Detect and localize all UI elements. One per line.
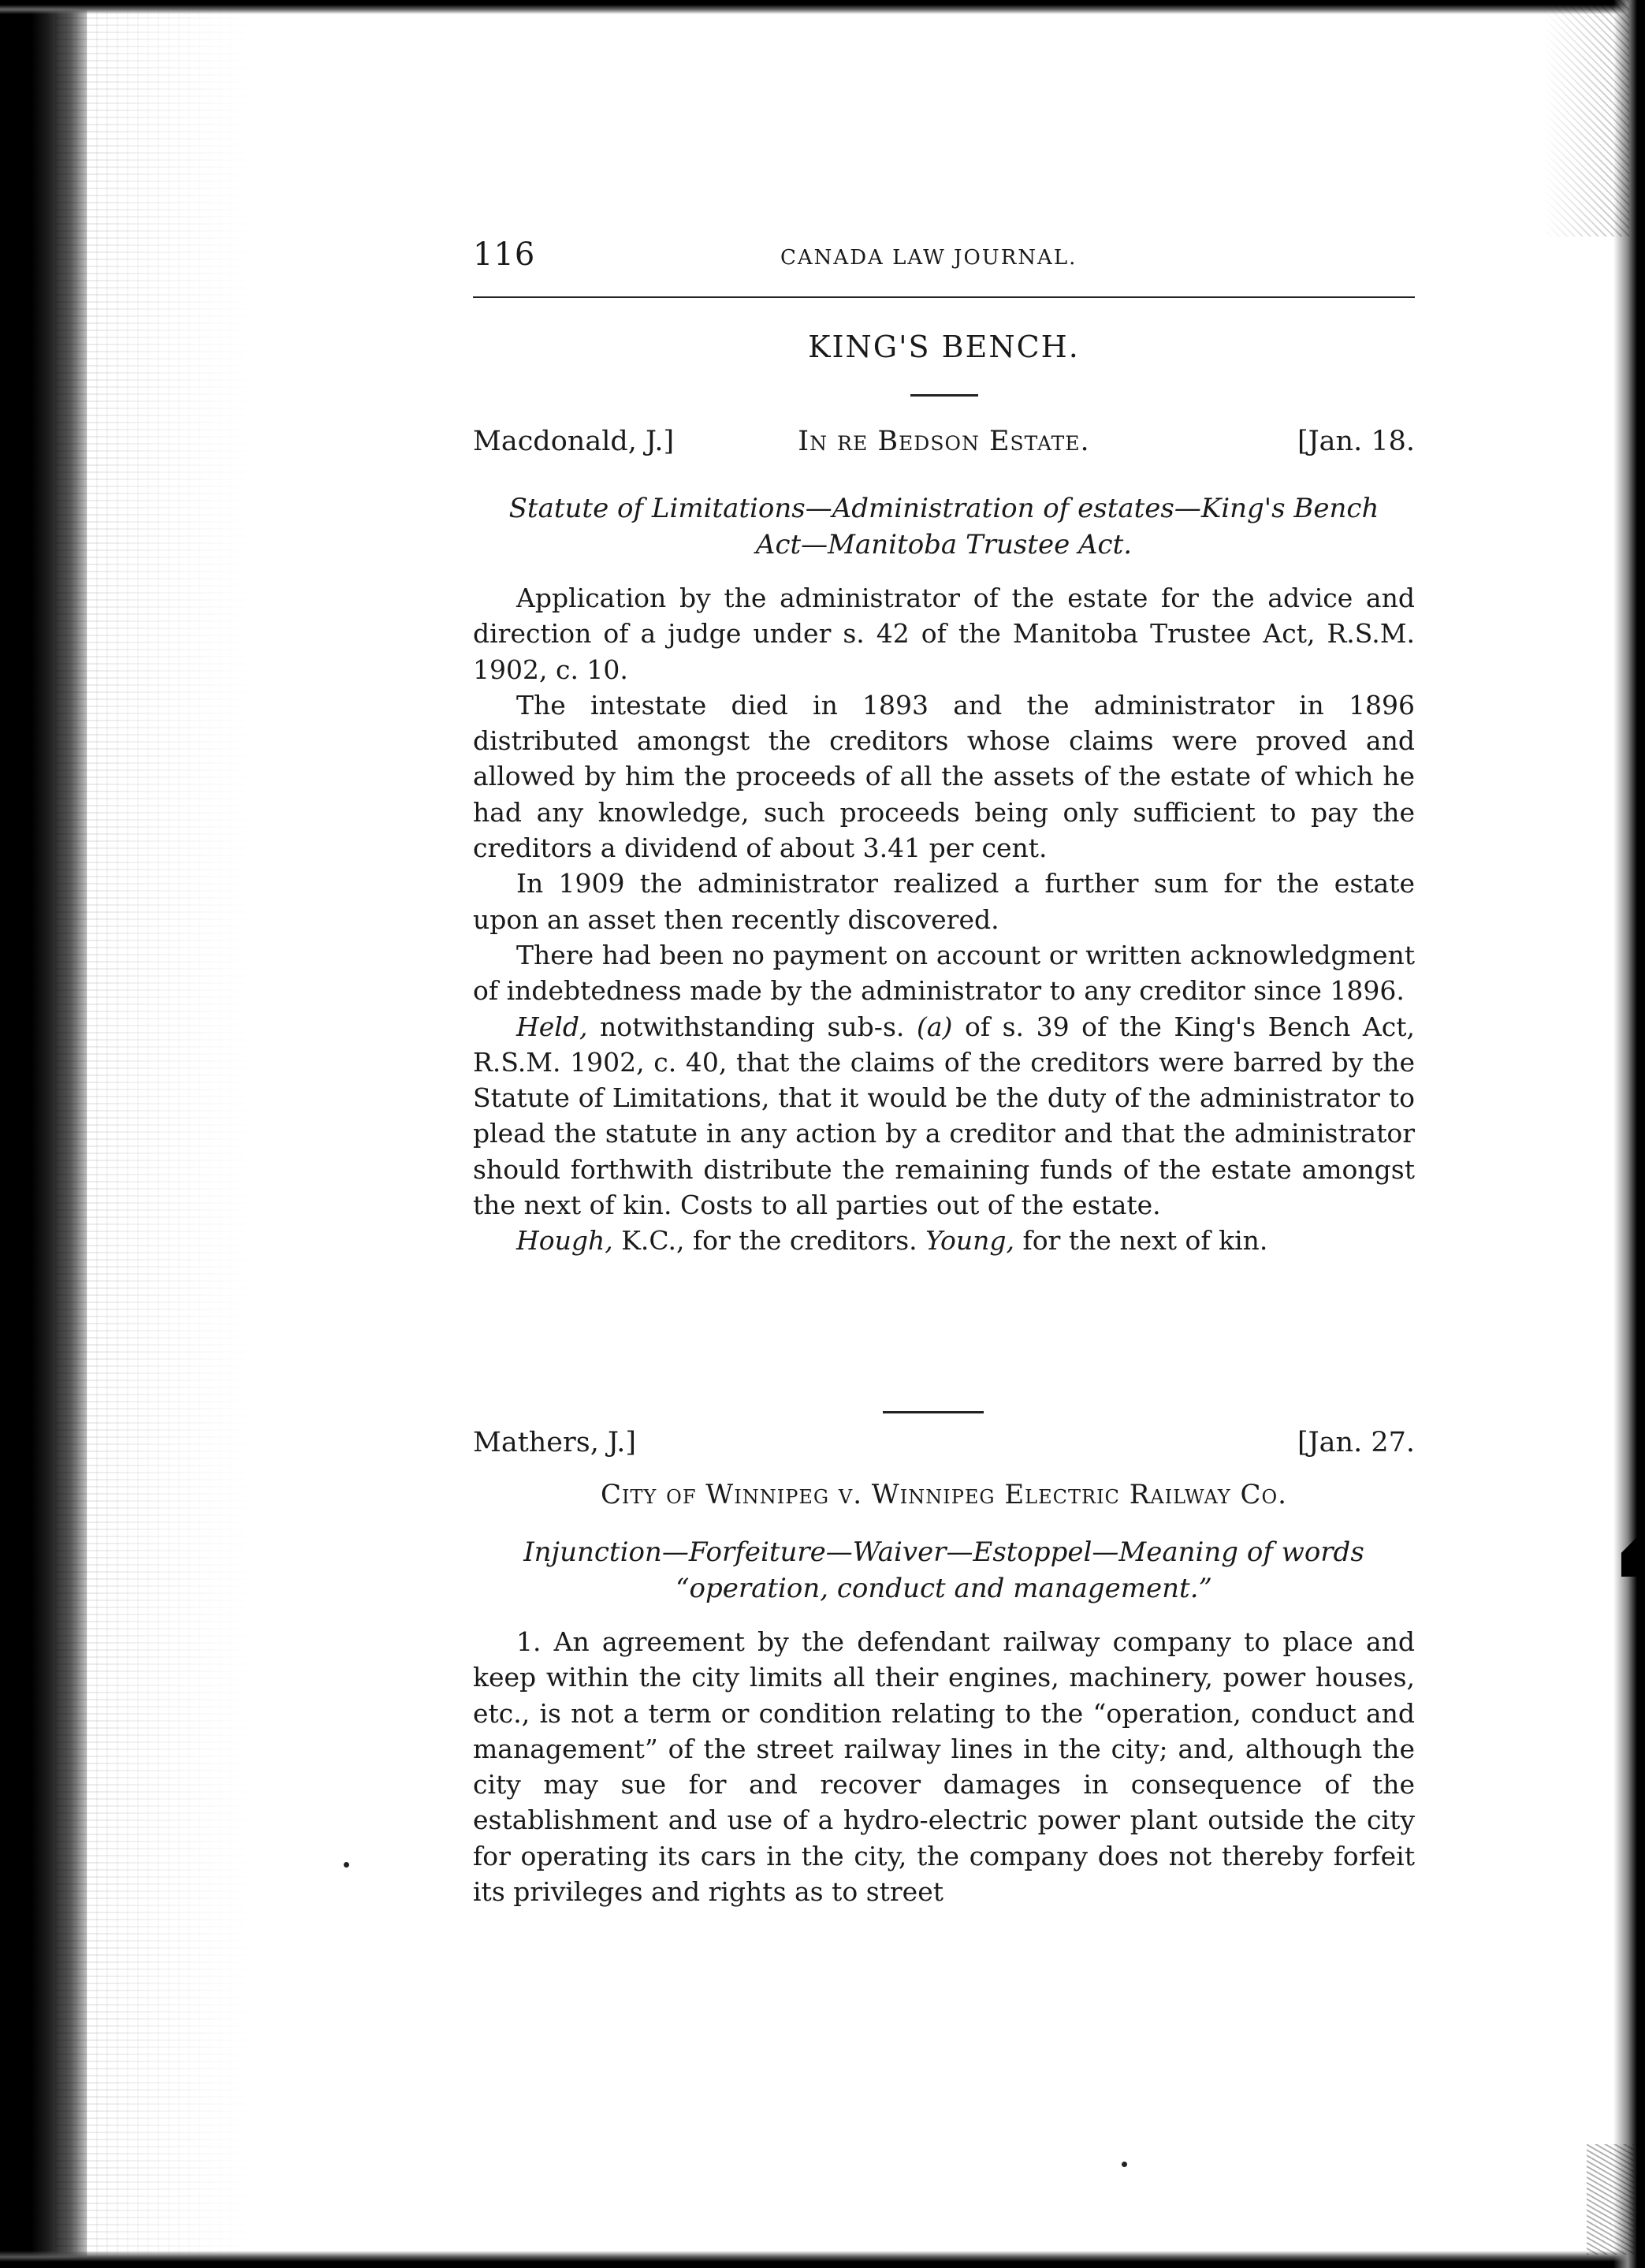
case2-judge: Mathers, J.] <box>473 1427 637 1458</box>
counsel-role-1: K.C., for the creditors. <box>612 1225 926 1257</box>
case1-paragraph: There had been no payment on account or written acknowledgment of indebtedness made by the administrator to any creditor since 1896. <box>473 939 1415 1007</box>
right-bottom-noise <box>1587 2144 1634 2255</box>
case2-paragraph: 1. An agreement by the defendant railway company to place and keep within the city limits all their engines, machinery, power houses, etc., is not a term or condition relating to the “operation, conduct and management” of the street railway lines in the city; and, although the city may sue for and recover damages in consequence of the establishment and use of a hydro-electric power plant outside the city for operating its cars in the city, the company does not thereby forfeit its privileges and rights as to street <box>473 1626 1415 1908</box>
case1-body <box>473 580 1415 1259</box>
right-corner-noise <box>1543 0 1629 236</box>
page-text-block <box>473 236 1415 1908</box>
held-subsection: (a) <box>916 1011 953 1042</box>
case1-paragraph: The intestate died in 1893 and the administrator in 1896 distributed amongst the creditors whose claims were proved and allowed by him the proceeds of all the assets of the estate of which he had any knowledge, such proceeds being only sufficient to pay the creditors a dividend of about 3.41 per cent. <box>473 689 1415 864</box>
case1-title: In re Bedson Estate. <box>798 426 1090 457</box>
counsel-role-2: for the next of kin. <box>1014 1225 1268 1257</box>
case1-held-paragraph <box>473 1009 1415 1223</box>
running-head-rule <box>473 296 1415 298</box>
court-heading: KING'S BENCH. <box>808 330 1080 364</box>
counsel-name-1: Hough, <box>516 1225 613 1257</box>
right-edge-notch <box>1621 1521 1645 1577</box>
bottom-scan-edge <box>0 2251 1645 2268</box>
journal-title: CANADA LAW JOURNAL. <box>780 246 1077 270</box>
case1-paragraph: In 1909 the administrator realized a further sum for the estate upon an asset then recently discovered. <box>473 868 1415 935</box>
case2-date: [Jan. 27. <box>1297 1427 1415 1458</box>
case1-header <box>473 426 1415 462</box>
section-rule <box>910 394 978 397</box>
case1-counsel <box>473 1223 1415 1258</box>
case-separator-rule <box>883 1411 984 1413</box>
case2-body <box>473 1624 1415 1909</box>
right-scan-edge <box>1613 0 1645 2268</box>
case1-paragraph: Application by the administrator of the estate for the advice and direction of a judge under s. 42 of the Manitoba Trustee Act, R.S.M. 1902, c. 10. <box>473 583 1415 685</box>
stray-dot-mark <box>1122 2162 1127 2167</box>
held-text-1: notwithstanding sub-s. <box>587 1011 917 1042</box>
running-head <box>473 236 1415 284</box>
case1-date: [Jan. 18. <box>1297 426 1415 457</box>
counsel-name-2: Young, <box>925 1225 1015 1257</box>
case1-judge: Macdonald, J.] <box>473 426 675 457</box>
margin-arrow-mark <box>0 538 32 572</box>
top-scan-edge <box>0 0 1645 14</box>
page-number: 116 <box>473 236 536 273</box>
held-label: Held, <box>516 1011 588 1042</box>
case2-header <box>473 1427 1415 1463</box>
case1-headnote-line2: Act—Manitoba Trustee Act. <box>755 529 1133 560</box>
spine-scan-noise <box>55 0 260 2268</box>
held-text-2: of s. 39 of the King's Bench Act, R.S.M. 1902, c. 40, that the claims of the creditors were barred by the Statute of Limitations, that it would be the duty of the administrator to plead the statute in any action by a creditor and that the administrator should forthwith distribute the remaining funds of the estate amongst the next of kin. Costs to all parties out of the estate. <box>473 1011 1415 1221</box>
case2-title: City of Winnipeg v. Winnipeg Electric Railway Co. <box>601 1479 1287 1510</box>
case2-headnote-line2: “operation, conduct and management.” <box>675 1573 1212 1604</box>
case1-headnote-line1: Statute of Limitations—Administration of estates—King's Bench <box>508 493 1379 524</box>
case2-headnote-line1: Injunction—Forfeiture—Waiver—Estoppel—Meaning of words <box>523 1536 1364 1568</box>
stray-dot-mark <box>344 1862 349 1868</box>
case2-headnote <box>473 1534 1415 1607</box>
case1-headnote <box>473 490 1415 563</box>
